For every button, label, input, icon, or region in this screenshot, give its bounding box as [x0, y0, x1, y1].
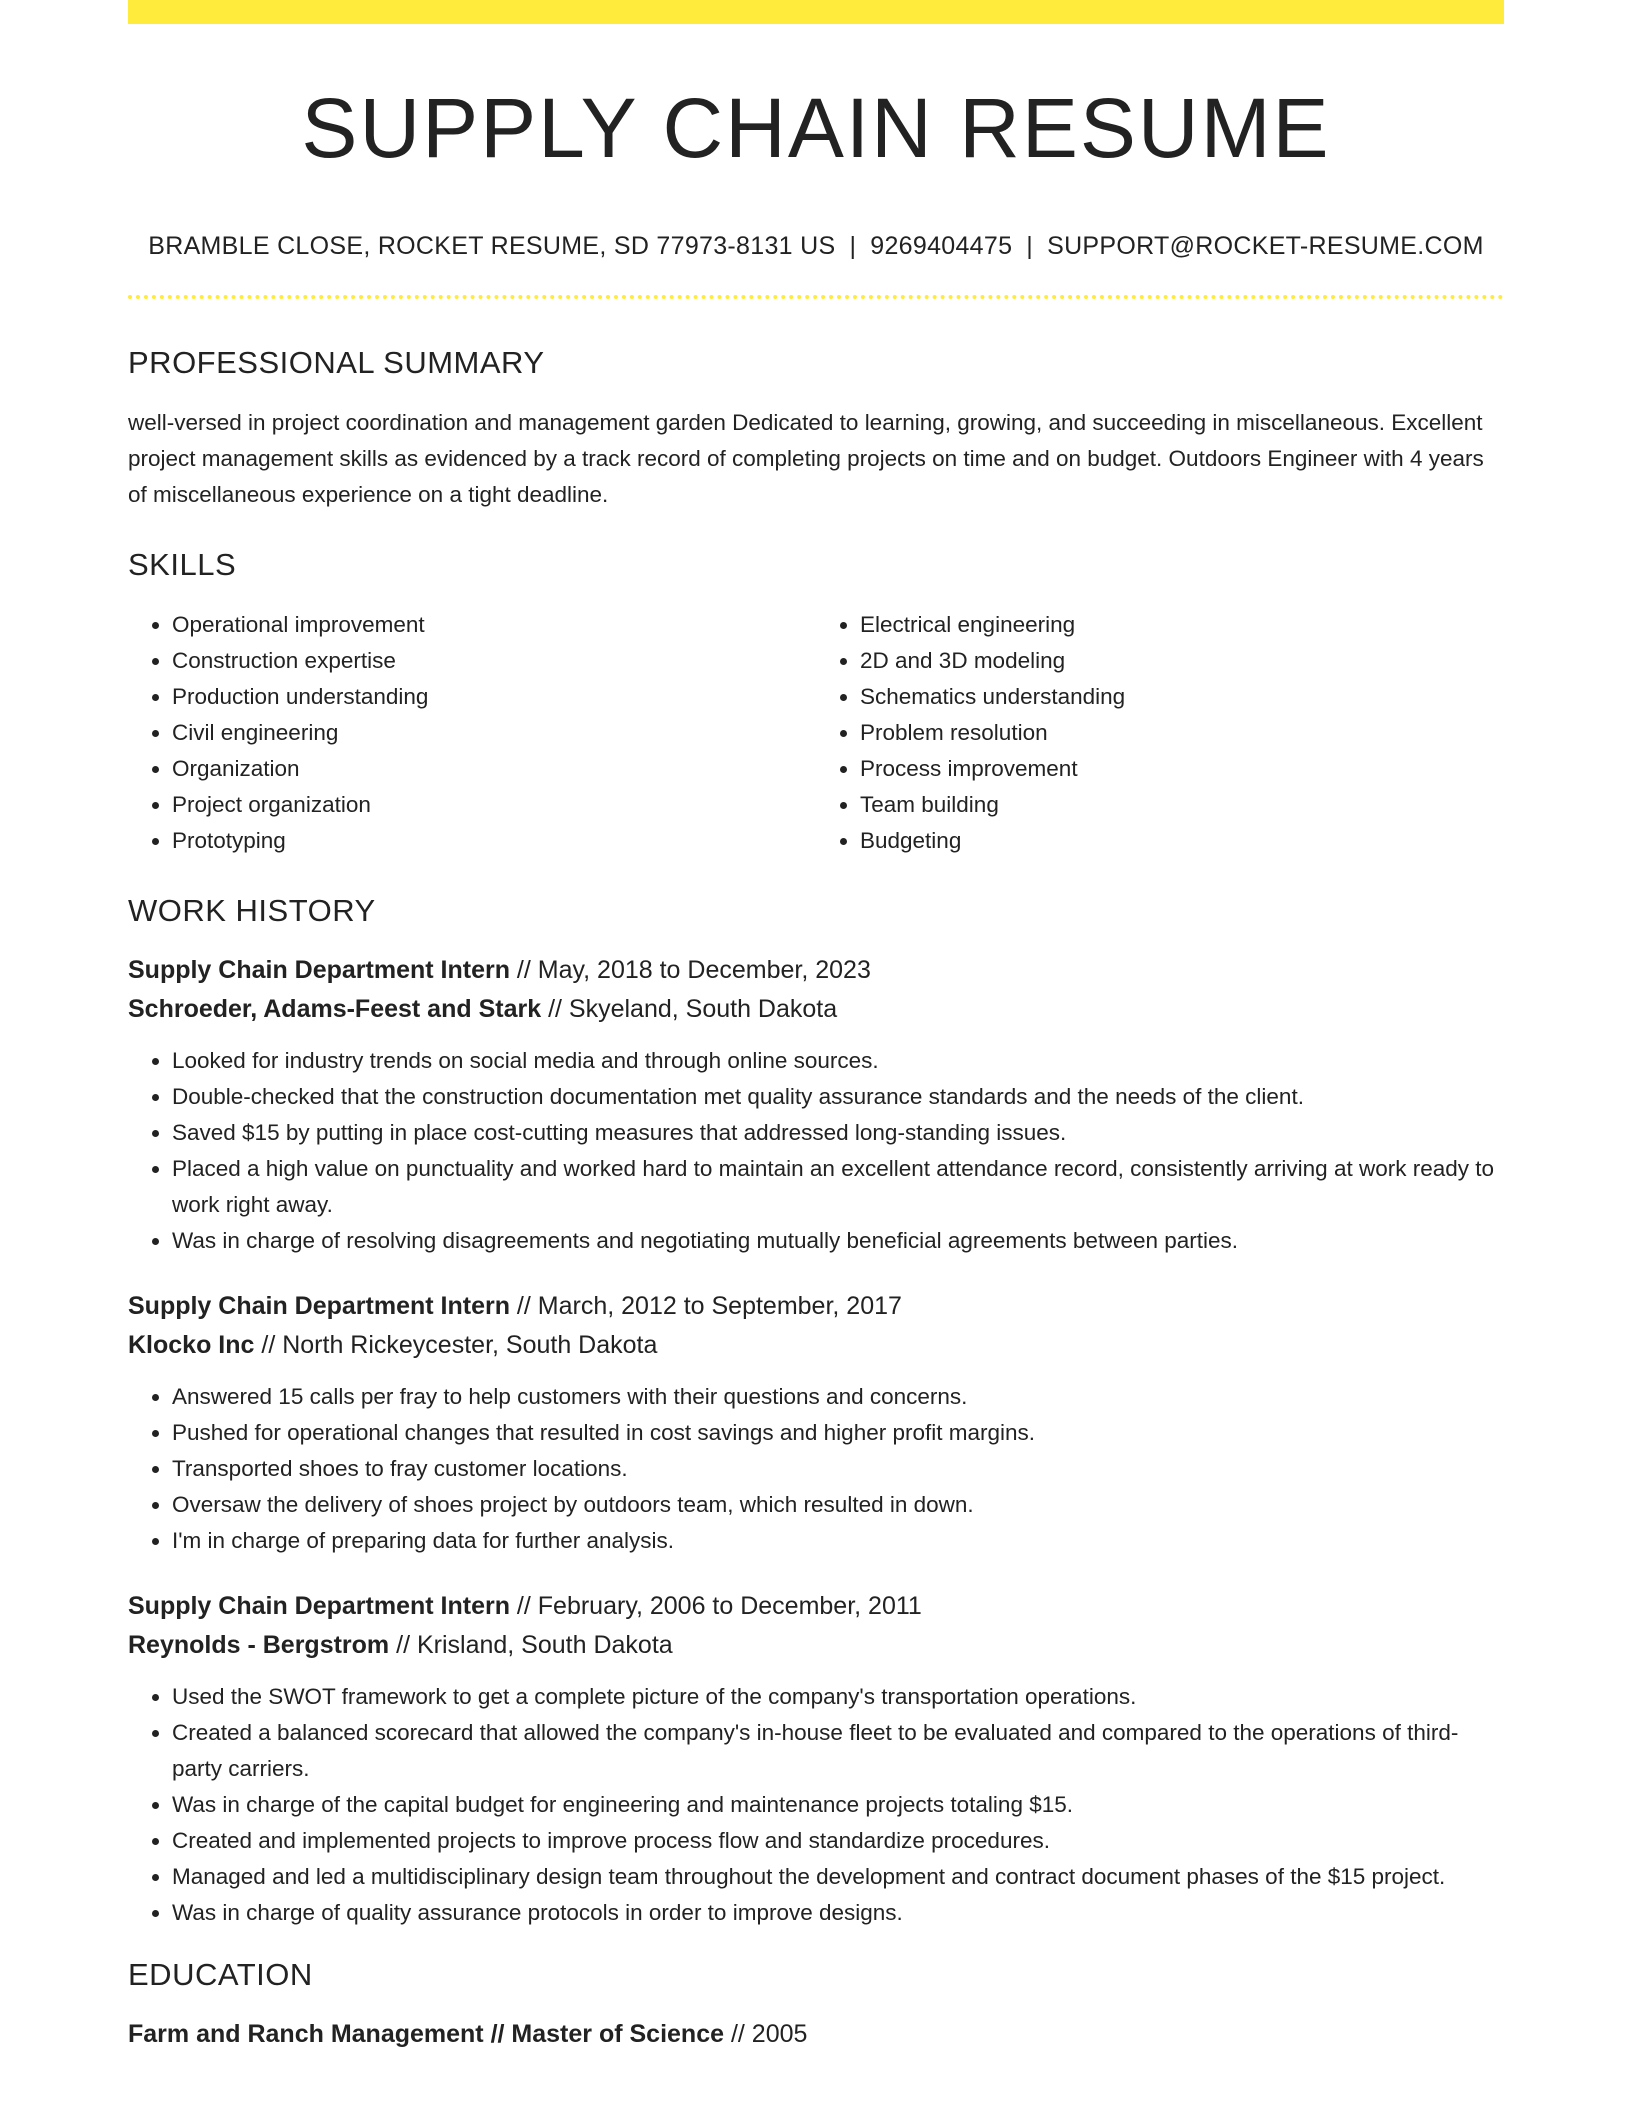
job-company-line	[128, 990, 1504, 1029]
job-bullet: • Oversaw the delivery of shoes project by outdoors team, which resulted in down.	[172, 1487, 1504, 1523]
section-title-education: EDUCATION	[128, 1957, 313, 1993]
job-bullet: • Double-checked that the construction documentation met quality assurance standards and the needs of the client.	[172, 1079, 1504, 1115]
job-bullet: • Looked for industry trends on social media and through online sources.	[172, 1043, 1504, 1079]
contact-line	[128, 232, 1504, 261]
job-bullets	[128, 1679, 1504, 1931]
job-dates: February, 2006 to December, 2011	[537, 1592, 922, 1621]
job-bullet: • Created a balanced scorecard that allowed the company's in-house fleet to be evaluated and compared to the operations of third-party carriers.	[172, 1715, 1504, 1787]
job-role: Supply Chain Department Intern	[128, 1292, 510, 1321]
skill-item: • Team building	[860, 787, 1504, 823]
skills-list	[128, 607, 1504, 859]
job-bullets	[128, 1379, 1504, 1559]
job-dates: March, 2012 to September, 2017	[537, 1292, 902, 1321]
skill-item: • 2D and 3D modeling	[860, 643, 1504, 679]
job-company: Schroeder, Adams-Feest and Stark	[128, 995, 542, 1024]
skill-item: • Organization	[172, 751, 816, 787]
skill-item: • Process improvement	[860, 751, 1504, 787]
skill-item: • Prototyping	[172, 823, 816, 859]
job-separator: //	[541, 995, 569, 1024]
job-separator: //	[509, 1292, 538, 1321]
job-role: Supply Chain Department Intern	[128, 1592, 510, 1621]
job-bullet: • Managed and led a multidisciplinary design team throughout the development and contract document phases of the $15 project.	[172, 1859, 1504, 1895]
education-entry	[128, 2015, 1504, 2054]
job-separator: //	[509, 1592, 538, 1621]
contact-separator: |	[1026, 232, 1034, 261]
job-location: Krisland, South Dakota	[416, 1631, 673, 1660]
education-year: 2005	[751, 2020, 808, 2049]
job-bullet: • Was in charge of resolving disagreements and negotiating mutually beneficial agreements between parties.	[172, 1223, 1504, 1259]
skill-item: • Budgeting	[860, 823, 1504, 859]
education-degree: Farm and Ranch Management // Master of Science	[128, 2020, 724, 2049]
job-bullet: • Created and implemented projects to improve process flow and standardize procedures.	[172, 1823, 1504, 1859]
work-history-list	[128, 951, 1504, 1931]
skill-item: • Construction expertise	[172, 643, 816, 679]
job-bullet: • Saved $15 by putting in place cost-cutting measures that addressed long-standing issues.	[172, 1115, 1504, 1151]
job-company-line	[128, 1326, 1504, 1365]
skills-column-right	[816, 607, 1504, 859]
resume-page	[128, 0, 1504, 2054]
job-bullets	[128, 1043, 1504, 1259]
job-bullet: • Answered 15 calls per fray to help customers with their questions and concerns.	[172, 1379, 1504, 1415]
job-bullet: • Was in charge of the capital budget for engineering and maintenance projects totaling $15.	[172, 1787, 1504, 1823]
job-bullet: • Was in charge of quality assurance protocols in order to improve designs.	[172, 1895, 1504, 1931]
skill-item: • Schematics understanding	[860, 679, 1504, 715]
job-bullet: • Transported shoes to fray customer locations.	[172, 1451, 1504, 1487]
job-location: Skyeland, South Dakota	[568, 995, 838, 1024]
job-bullet: • Placed a high value on punctuality and worked hard to maintain an excellent attendance record, consistently arriving at work ready to work right away.	[172, 1151, 1504, 1223]
skill-item: • Civil engineering	[172, 715, 816, 751]
section-title-work-history: WORK HISTORY	[128, 893, 376, 929]
job-entry	[128, 1287, 1504, 1559]
dotted-divider	[128, 295, 1504, 299]
job-company: Klocko Inc	[128, 1331, 255, 1360]
job-separator: //	[389, 1631, 417, 1660]
job-entry	[128, 1587, 1504, 1931]
summary-text: well-versed in project coordination and management garden Dedicated to learning, growing, and succeeding in miscellaneous. Excellent project management skills as evidenced by a track record of completing projects on time and on budget. Outdoors Engineer with 4 years of miscellaneous experience on a tight deadline.	[128, 410, 1484, 508]
accent-top-bar	[128, 0, 1504, 24]
skill-item: • Problem resolution	[860, 715, 1504, 751]
job-company-line	[128, 1626, 1504, 1665]
contact-phone: 9269404475	[870, 232, 1013, 261]
skill-item: • Electrical engineering	[860, 607, 1504, 643]
job-entry	[128, 951, 1504, 1259]
education-year-separator: //	[724, 2020, 752, 2049]
skills-column-left	[128, 607, 816, 859]
job-title-line	[128, 1287, 1504, 1326]
skill-item: • Operational improvement	[172, 607, 816, 643]
job-separator: //	[254, 1331, 283, 1360]
section-title-summary: PROFESSIONAL SUMMARY	[128, 345, 545, 381]
job-bullet: • Used the SWOT framework to get a complete picture of the company's transportation operations.	[172, 1679, 1504, 1715]
job-separator: //	[509, 956, 538, 985]
resume-title: SUPPLY CHAIN RESUME	[301, 81, 1331, 175]
section-title-skills: SKILLS	[128, 547, 237, 583]
contact-separator: |	[849, 232, 857, 261]
skill-item: • Production understanding	[172, 679, 816, 715]
job-bullet: • I'm in charge of preparing data for further analysis.	[172, 1523, 1504, 1559]
job-location: North Rickeycester, South Dakota	[282, 1331, 658, 1360]
contact-email: SUPPORT@ROCKET-RESUME.COM	[1047, 232, 1484, 261]
job-bullet: • Pushed for operational changes that resulted in cost savings and higher profit margins.	[172, 1415, 1504, 1451]
job-dates: May, 2018 to December, 2023	[537, 956, 871, 985]
job-role: Supply Chain Department Intern	[128, 956, 510, 985]
skill-item: • Project organization	[172, 787, 816, 823]
job-title-line	[128, 1587, 1504, 1626]
job-company: Reynolds - Bergstrom	[128, 1631, 390, 1660]
job-title-line	[128, 951, 1504, 990]
contact-address: BRAMBLE CLOSE, ROCKET RESUME, SD 77973-8131 US	[148, 232, 836, 261]
